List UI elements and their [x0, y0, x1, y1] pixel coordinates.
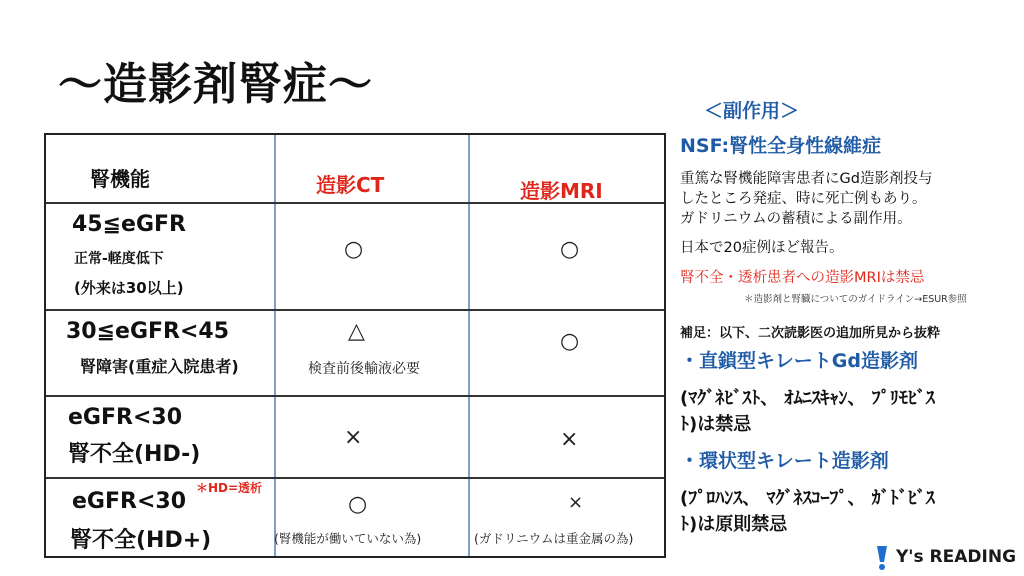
supplement-note: 補足：以下、二次読影医の追加所見から抜粋	[680, 326, 941, 341]
contrast-kidney-table	[44, 133, 666, 558]
row4-status: 腎不全(HD+)	[70, 528, 212, 553]
nsf-desc-2: したところ発症、時に死亡例もあり。	[680, 191, 927, 207]
row1-status: 正常-軽度低下	[74, 251, 164, 267]
row3-egfr: eGFR<30	[68, 405, 182, 430]
row4-mri-cross: ×	[568, 492, 584, 513]
exclamation-logo-icon	[876, 545, 888, 569]
row1-mri-circle: ○	[560, 237, 580, 262]
cyclic-chelate-title: ・環状型キレート造影剤	[680, 450, 889, 472]
row2-ct-note: 検査前後輸液必要	[308, 361, 420, 377]
row1-egfr: 45≦eGFR	[72, 212, 186, 237]
row3-status: 腎不全(HD-)	[68, 442, 201, 467]
row2-mri-circle: ○	[560, 329, 580, 354]
row1-ct-circle: ○	[344, 237, 364, 262]
row4-ct-circle: ○	[348, 492, 368, 517]
linear-chelate-desc-1: (ﾏｸﾞﾈﾋﾞｽﾄ、 ｵﾑﾆｽｷｬﾝ、 ﾌﾟﾘﾓﾋﾞｽ	[680, 388, 935, 409]
nsf-title: NSF:腎性全身性線維症	[680, 135, 882, 157]
page-title: ～造影剤腎症～	[58, 59, 373, 110]
row-divider	[46, 395, 664, 397]
row4-ct-note: (腎機能が働いていない為)	[274, 531, 422, 546]
nsf-desc-4: 日本で20症例ほど報告。	[680, 240, 844, 256]
nsf-desc-3: ガドリニウムの蓄積による副作用。	[680, 211, 912, 227]
guideline-reference: ＊造影剤と腎臓についてのガイドライン→ESUR参照	[744, 294, 967, 305]
linear-chelate-title: ・直鎖型キレートGd造影剤	[680, 350, 919, 372]
row-divider	[46, 477, 664, 479]
row-divider	[46, 309, 664, 311]
ys-reading-logo	[876, 545, 1016, 569]
row1-note: (外来は30以上)	[74, 279, 184, 297]
cyclic-chelate-desc-2: ﾄ)は原則禁忌	[680, 514, 788, 535]
header-kidney-function: 腎機能	[90, 167, 150, 191]
linear-chelate-desc-2: ﾄ)は禁忌	[680, 414, 752, 435]
row2-egfr: 30≦eGFR<45	[66, 319, 230, 344]
column-divider	[274, 135, 276, 556]
logo-text: Y's READING	[896, 547, 1017, 567]
row2-ct-triangle: △	[348, 319, 365, 344]
row3-mri-cross: ×	[560, 427, 579, 452]
side-heading: ＜副作用＞	[704, 100, 800, 122]
row4-mri-note: (ガドリニウムは重金属の為)	[474, 531, 634, 546]
mri-warning: 腎不全・透析患者への造影MRIは禁忌	[680, 270, 925, 286]
cyclic-chelate-desc-1: (ﾌﾟﾛﾊﾝｽ、 ﾏｸﾞﾈｽｺｰﾌﾟ、 ｶﾞﾄﾞﾋﾞｽ	[680, 488, 935, 509]
header-contrast-ct: 造影CT	[316, 173, 385, 197]
row4-egfr: eGFR<30	[72, 489, 186, 514]
row3-ct-cross: ×	[344, 425, 363, 450]
row2-status: 腎障害(重症入院患者)	[80, 357, 239, 376]
column-divider	[468, 135, 470, 556]
header-contrast-mri: 造影MRI	[520, 179, 603, 203]
nsf-desc-1: 重篤な腎機能障害患者にGd造影剤投与	[680, 171, 933, 187]
row4-hd-note: ＊HD=透析	[196, 481, 263, 495]
